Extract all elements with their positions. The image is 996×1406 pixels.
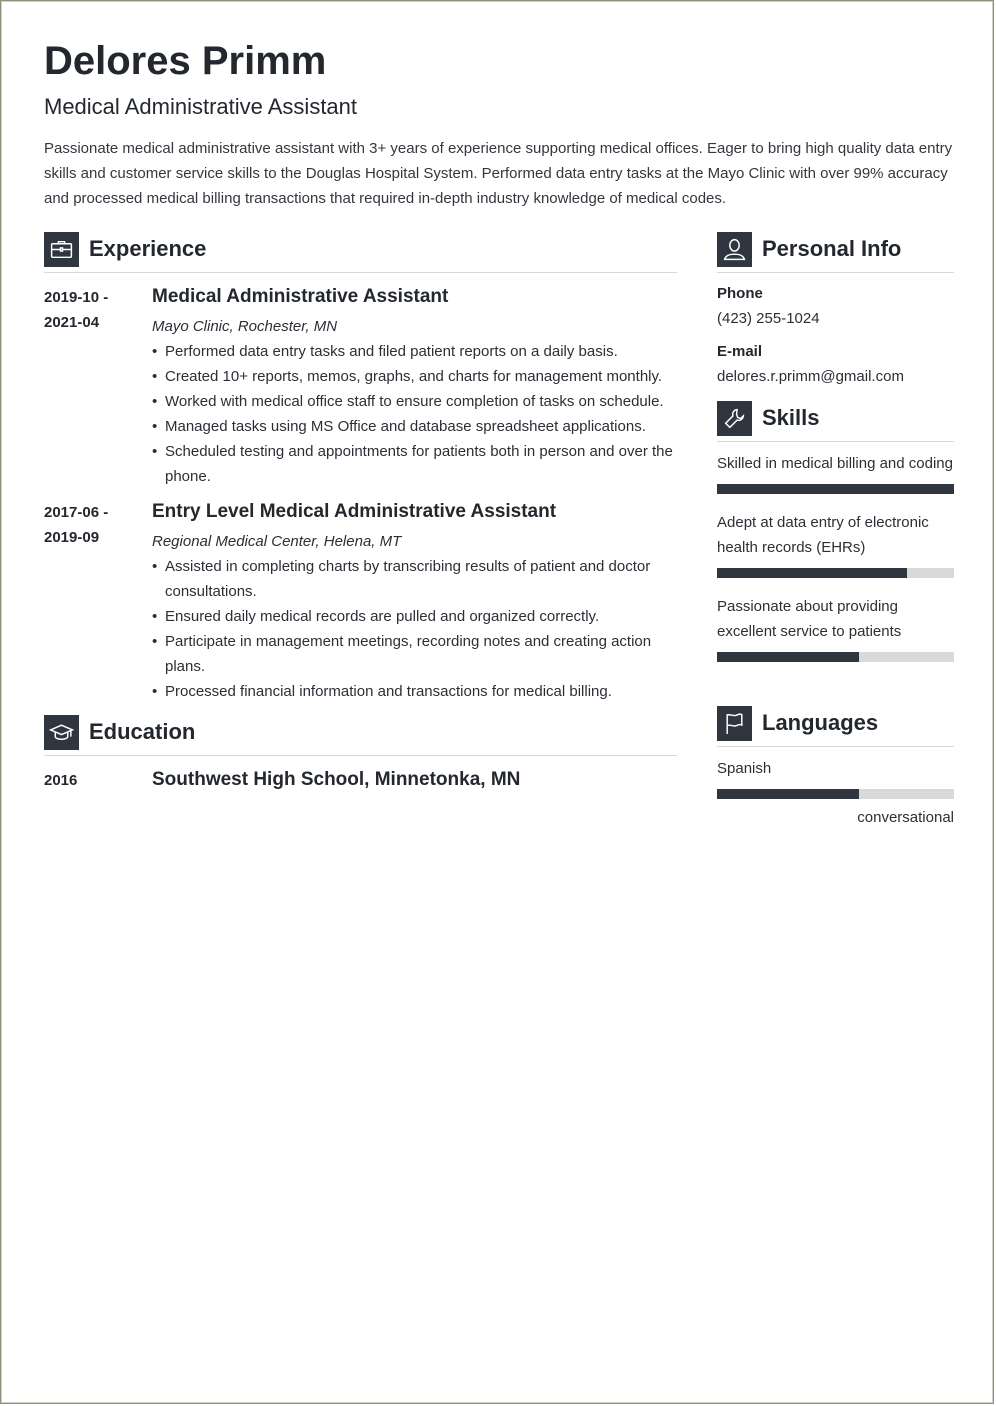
education-heading: Education <box>89 719 196 744</box>
personal-info-heading: Personal Info <box>762 236 902 261</box>
personal-info-block <box>717 284 954 387</box>
skill-bar <box>717 652 954 662</box>
list-item: • Created 10+ reports, memos, graphs, and charts for management monthly. <box>152 364 677 389</box>
skill-item <box>717 594 954 662</box>
email-value: delores.r.primm@gmail.com <box>717 368 904 385</box>
list-item: • Processed financial information and transactions for medical billing. <box>152 679 677 704</box>
skill-label: Skilled in medical billing and coding <box>717 455 953 472</box>
flag-icon <box>717 706 752 741</box>
job-2-entry <box>152 500 677 704</box>
education-date: 2016 <box>44 772 78 789</box>
experience-heading: Experience <box>89 236 207 261</box>
skill-bar <box>717 568 954 578</box>
candidate-name: Delores Primm <box>44 39 327 83</box>
skill-item <box>717 510 954 578</box>
job-2-org: Regional Medical Center, Helena, MT <box>152 533 402 550</box>
language-bar-fill <box>717 789 859 799</box>
skills-heading: Skills <box>762 405 820 430</box>
summary-paragraph: Passionate medical administrative assistant with 3+ years of experience supporting medical offices. Eager to bring high quality data entry skills and customer service skills to the Douglas Hospital System. Performed data entry tasks at the Mayo Clinic with over 99% accuracy and processed medical billing transactions that required in-depth industry knowledge of medical codes. <box>44 140 953 207</box>
phone-label: Phone <box>717 285 763 302</box>
candidate-title: Medical Administrative Assistant <box>44 94 358 119</box>
job-2-bullets <box>152 554 677 704</box>
job-1-date-start: 2019-10 - <box>44 289 109 306</box>
skills-list <box>717 451 954 662</box>
job-1-dates <box>44 285 144 335</box>
job-2-date-start: 2017-06 - <box>44 504 109 521</box>
briefcase-icon <box>44 232 79 267</box>
job-1-role: Medical Administrative Assistant <box>152 286 449 307</box>
language-level: conversational <box>857 809 954 826</box>
graduation-cap-icon <box>44 715 79 750</box>
skill-label: Passionate about providing excellent service to patients <box>717 598 902 640</box>
list-item: • Managed tasks using MS Office and database spreadsheet applications. <box>152 414 677 439</box>
skills-section-header <box>717 401 954 442</box>
education-school: Southwest High School, Minnetonka, MN <box>152 769 521 790</box>
email-label: E-mail <box>717 343 763 360</box>
list-item: • Worked with medical office staff to ensure completion of tasks on schedule. <box>152 389 677 414</box>
languages-list <box>717 756 954 826</box>
job-2-date-end: 2019-09 <box>44 529 100 546</box>
list-item: • Scheduled testing and appointments for patients both in person and over the phone. <box>152 439 677 489</box>
languages-heading: Languages <box>762 710 879 735</box>
person-icon <box>717 232 752 267</box>
job-1-entry <box>152 285 677 489</box>
list-item: • Performed data entry tasks and filed patient reports on a daily basis. <box>152 339 677 364</box>
education-section-header <box>44 715 677 756</box>
job-2-dates <box>44 500 144 550</box>
skill-bar-fill <box>717 568 907 578</box>
list-item: • Participate in management meetings, recording notes and creating action plans. <box>152 629 677 679</box>
language-name: Spanish <box>717 760 772 777</box>
phone-value: (423) 255-1024 <box>717 310 820 327</box>
skill-bar-fill <box>717 484 954 494</box>
wrench-icon <box>717 401 752 436</box>
language-bar <box>717 789 954 799</box>
skill-label: Adept at data entry of electronic health records (EHRs) <box>717 514 929 556</box>
skill-item <box>717 451 954 494</box>
skill-bar <box>717 484 954 494</box>
skill-bar-fill <box>717 652 859 662</box>
job-1-bullets <box>152 339 677 489</box>
personal-info-section-header <box>717 232 954 273</box>
list-item: • Ensured daily medical records are pulled and organized correctly. <box>152 604 677 629</box>
job-1-date-end: 2021-04 <box>44 314 100 331</box>
experience-section-header <box>44 232 677 273</box>
job-1-org: Mayo Clinic, Rochester, MN <box>152 318 338 335</box>
job-2-role: Entry Level Medical Administrative Assistant <box>152 501 557 522</box>
languages-section-header <box>717 706 954 747</box>
list-item: • Assisted in completing charts by transcribing results of patient and doctor consultations. <box>152 554 677 604</box>
